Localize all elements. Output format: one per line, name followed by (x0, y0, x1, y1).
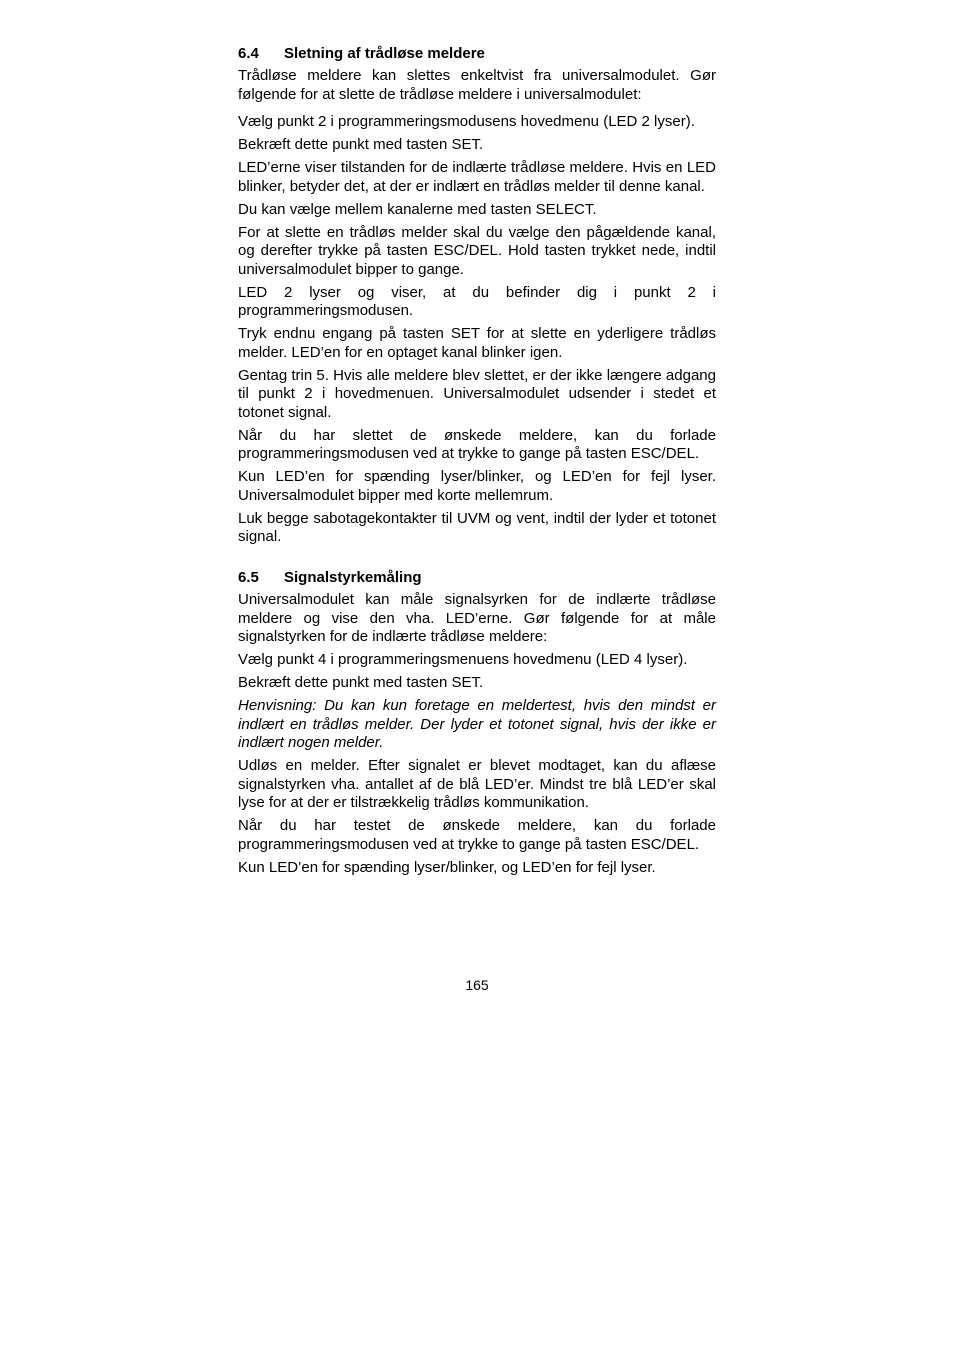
section-heading-6-4 (238, 44, 716, 63)
paragraph-step: For at slette en trådløs melder skal du vælge den pågældende kanal, og derefter trykke på tasten ESC/DEL. Hold tasten trykket nede, indtil universalmodulet bipper to gange. (238, 223, 716, 278)
paragraph-step: Udløs en melder. Efter signalet er blevet modtaget, kan du aflæse signalstyrken vha. antallet af de blå LED’er. Mindst tre blå LED’er skal lyse for at der er tilstrækkelig trådløs kommunikation. (238, 757, 716, 811)
paragraph-step: Vælg punkt 2 i programmeringsmodusens hovedmenu (LED 2 lyser). (238, 113, 695, 130)
section-title: Signalstyrkemåling (284, 569, 422, 586)
paragraph-step: LED 2 lyser og viser, at du befinder dig i punkt 2 i programmeringsmodusen. (238, 283, 716, 319)
paragraph-intro: Universalmodulet kan måle signalsyrken for de indlærte trådløse meldere og vise den vha. LED’erne. Gør følgende for at måle signalstyrken for de indlærte trådløse meldere: (238, 591, 716, 645)
paragraph-step: Kun LED’en for spænding lyser/blinker, og LED’en for fejl lyser. Universalmodulet bipper med korte mellemrum. (238, 468, 716, 504)
paragraph-step: Når du har testet de ønskede meldere, kan du forlade programmeringsmodusen ved at trykke to gange på tasten ESC/DEL. (238, 817, 716, 853)
paragraph-step: Luk begge sabotagekontakter til UVM og vent, indtil der lyder et totonet signal. (238, 509, 716, 545)
section-number: 6.5 (238, 569, 259, 586)
paragraph-step: Kun LED’en for spænding lyser/blinker, og LED’en for fejl lyser. (238, 858, 656, 876)
page-number: 165 (465, 977, 489, 993)
paragraph-step: Du kan vælge mellem kanalerne med tasten SELECT. (238, 200, 597, 218)
note-paragraph: Henvisning: Du kan kun foretage en meldertest, hvis den mindst er indlært en trådløs melder. Der lyder et totonet signal, hvis der ikke er indlært nogen melder. (238, 697, 716, 751)
paragraph-step: Når du har slettet de ønskede meldere, kan du forlade programmeringsmodusen ved at trykke to gange på tasten ESC/DEL. (238, 426, 716, 462)
document-page (238, 44, 716, 882)
section-heading-6-5 (238, 568, 716, 587)
paragraph-step: Bekræft dette punkt med tasten SET. (238, 674, 484, 691)
section-spacer (238, 551, 716, 568)
paragraph-step: LED’erne viser tilstanden for de indlærte trådløse meldere. Hvis en LED blinker, betyder det, at der er indlært en trådløs melder til denne kanal. (238, 159, 716, 195)
paragraph-step: Bekræft dette punkt med tasten SET. (238, 136, 484, 153)
paragraph-intro: Trådløse meldere kan slettes enkeltvist fra universalmodulet. Gør følgende for at slette de trådløse meldere i universalmodulet: (238, 67, 716, 103)
paragraph-step: Tryk endnu engang på tasten SET for at slette en yderligere trådløs melder. LED’en for en optaget kanal blinker igen. (238, 325, 716, 361)
paragraph-step: Gentag trin 5. Hvis alle meldere blev slettet, er der ikke længere adgang til punkt 2 i hovedmenuen. Universalmodulet udsender i stedet et totonet signal. (238, 366, 716, 421)
section-number: 6.4 (238, 45, 259, 62)
paragraph-step: Vælg punkt 4 i programmeringsmenuens hovedmenu (LED 4 lyser). (238, 651, 688, 668)
section-title: Sletning af trådløse meldere (284, 45, 485, 62)
